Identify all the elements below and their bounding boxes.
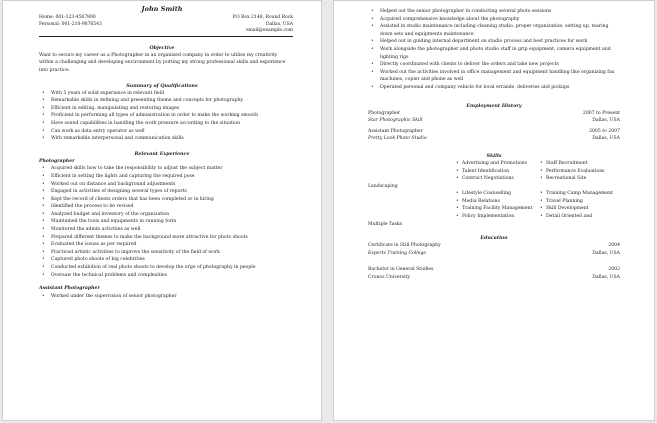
- list-item: • Operated personal and company vehicle for local errands, deliveries and pickups: [368, 84, 620, 92]
- list-item: • Directly coordinated with clients to deliver the orders and take new projects: [368, 61, 620, 69]
- job-place: Pretty Look Photo Studio: [368, 136, 427, 142]
- list-item: • Monitored the admin activities as well: [39, 226, 293, 234]
- skill-landscaping: Landscaping: [368, 183, 398, 189]
- list-item: • Acquired skills how to take the responsibility to adjust the subject matter: [39, 165, 293, 173]
- list-item: • Assisted in studio maintenance including cleaning studio, proper organization, setting up, tearing down sets and equipments maintenance: [368, 23, 620, 38]
- qualifications-list: [39, 90, 293, 143]
- job-dates: 2005 to 2007: [589, 128, 620, 134]
- skill-multiple-tasks: Multiple Tasks: [368, 221, 402, 227]
- degree: Bachelor in General Studies: [368, 267, 434, 273]
- personal-phone: Personal: 001-210-9876543: [39, 21, 102, 27]
- job-dates: 2007 to Present: [582, 110, 620, 116]
- skill-item: • Travel Planning: [536, 198, 620, 206]
- list-item: • With 5 years of solid experience in relevant field: [39, 90, 293, 98]
- skills-title: Skills: [486, 152, 502, 159]
- resume-page-1: [2, 0, 322, 421]
- list-item: • Helped out in guiding internal department on studio process and best practices for work: [368, 38, 620, 46]
- list-item: • Worked out the activities involved in office management and equipment handling like organizing fax machines, copier and phone as well: [368, 69, 620, 84]
- skill-item: • Staff Recruitment: [536, 160, 620, 168]
- list-item: • Helped out the senior photographer in conducting several photo sessions: [368, 8, 620, 16]
- list-item: • Work alongside the photographer and photo studio staff in grip equipment, camera equipment and lighting rigs: [368, 46, 620, 61]
- list-item: • Kept the record of clients orders that has been completed or in hiring: [39, 196, 293, 204]
- skill-item: • Contract Negotiations: [452, 175, 536, 183]
- list-item: • Conducted exhibition of real photo shoots to develop the urge of photography in people: [39, 264, 293, 272]
- skill-item: • Skill Development: [536, 205, 620, 213]
- photographer-duties-list: [39, 165, 293, 279]
- education-entry: [368, 242, 620, 257]
- job-entry: [368, 128, 620, 143]
- list-item: • Remarkable skills in defining and presenting theme and concepts for photography: [39, 97, 293, 105]
- list-item: • Engaged in activities of designing several types of reports: [39, 188, 293, 196]
- experience-title: Relevant Experience: [134, 150, 190, 157]
- list-item: • Efficient in setting the lights and capturing the required pose: [39, 173, 293, 181]
- address-line-2: Dallas, USA: [265, 21, 293, 27]
- photographer-subheading: Photographer: [39, 158, 75, 164]
- resume-page-2: [333, 0, 655, 421]
- list-item: • With remarkable interpersonal and communication skills: [39, 135, 293, 143]
- list-item: • Identified the process to be revised: [39, 203, 293, 211]
- email: email@example.com: [245, 28, 293, 34]
- skill-item: • Talent Identification: [452, 168, 536, 176]
- list-item: • Can work as data entry operator as well: [39, 128, 293, 136]
- list-item: • Proficient in performing all types of administration in order to make the working smooth: [39, 112, 293, 120]
- list-item: • Practiced artistic activities to improve the sensitivity of the field of work: [39, 249, 293, 257]
- skill-item: • Lifestyle Counselling: [452, 190, 536, 198]
- school: Cronos University: [368, 275, 411, 281]
- school: Esports Training College: [368, 250, 427, 256]
- job-entry: [368, 110, 620, 125]
- education-year: 2002: [608, 267, 620, 273]
- skill-item: • Policy Implementation: [452, 213, 536, 221]
- objective-title: Objective: [149, 44, 175, 51]
- list-item: • Have sound capabilities in handling the work pressure according to the situation: [39, 120, 293, 128]
- job-location: Dallas, USA: [592, 118, 620, 124]
- list-item: • Worked under the supervision of senior photographer: [39, 293, 293, 301]
- divider: [39, 36, 293, 37]
- list-item: • Analyzed budget and inventory of the organization: [39, 211, 293, 219]
- job-role: Assistant Photographer: [368, 128, 423, 134]
- address-line-1: P.O Box 2148, Round Rock: [232, 15, 293, 20]
- list-item: • Prepared different themes to make the background more attractive for photo shoots: [39, 234, 293, 242]
- skills-group-2: [368, 190, 620, 220]
- skill-item: • Detail Oriented and: [536, 213, 620, 221]
- education-year: 2004: [608, 243, 620, 249]
- assistant-duties-continued: [368, 8, 620, 92]
- list-item: • Acquired comprehensive knowledge about the photography: [368, 16, 620, 24]
- education-title: Education: [480, 235, 508, 242]
- qualifications-title: Summary of Qualifications: [126, 82, 198, 89]
- skills-group-1: [368, 160, 620, 183]
- education-location: Dallas, USA: [592, 250, 620, 256]
- list-item: • Worked out on distance and background adjustments: [39, 181, 293, 189]
- employment-title: Employment History: [466, 102, 522, 109]
- skill-item: • Training Facility Management: [452, 205, 536, 213]
- list-item: • Oversaw the technical problems and complexities: [39, 272, 293, 280]
- list-item: • Maintained the tools and equipments in running form: [39, 218, 293, 226]
- skill-item: • Performance Evaluations: [536, 168, 620, 176]
- list-item: • Efficient in editing, manipulating and restoring images: [39, 105, 293, 113]
- skill-item: • Advertising and Promotions: [452, 160, 536, 168]
- education-entry: [368, 266, 620, 281]
- skill-item: • Recreational Site: [536, 175, 620, 183]
- contact-block: [39, 15, 293, 35]
- candidate-name: John Smith: [141, 5, 183, 13]
- job-location: Dallas, USA: [592, 136, 620, 142]
- assistant-subheading: Assistant Photographer: [39, 286, 100, 292]
- degree: Certificate in Still Photography: [368, 243, 441, 249]
- skill-item: • Training Camp Management: [536, 190, 620, 198]
- home-phone: Home: 001-123-4567890: [39, 15, 96, 20]
- list-item: • Captured photo shoots of big celebrities: [39, 256, 293, 264]
- education-location: Dallas, USA: [592, 275, 620, 281]
- job-role: Photographer: [368, 110, 401, 116]
- objective-text: Want to secure my career as a Photographer in an organized company in order to utilize my creativity within a challenging and developing environment by putting my strong professional skills and experience into practice.: [39, 52, 286, 73]
- assistant-duties-list: [39, 293, 293, 301]
- list-item: • Evaluated the issues as per required: [39, 241, 293, 249]
- skill-item: • Media Relations: [452, 198, 536, 206]
- job-place: Star Photographic Skill: [368, 118, 423, 124]
